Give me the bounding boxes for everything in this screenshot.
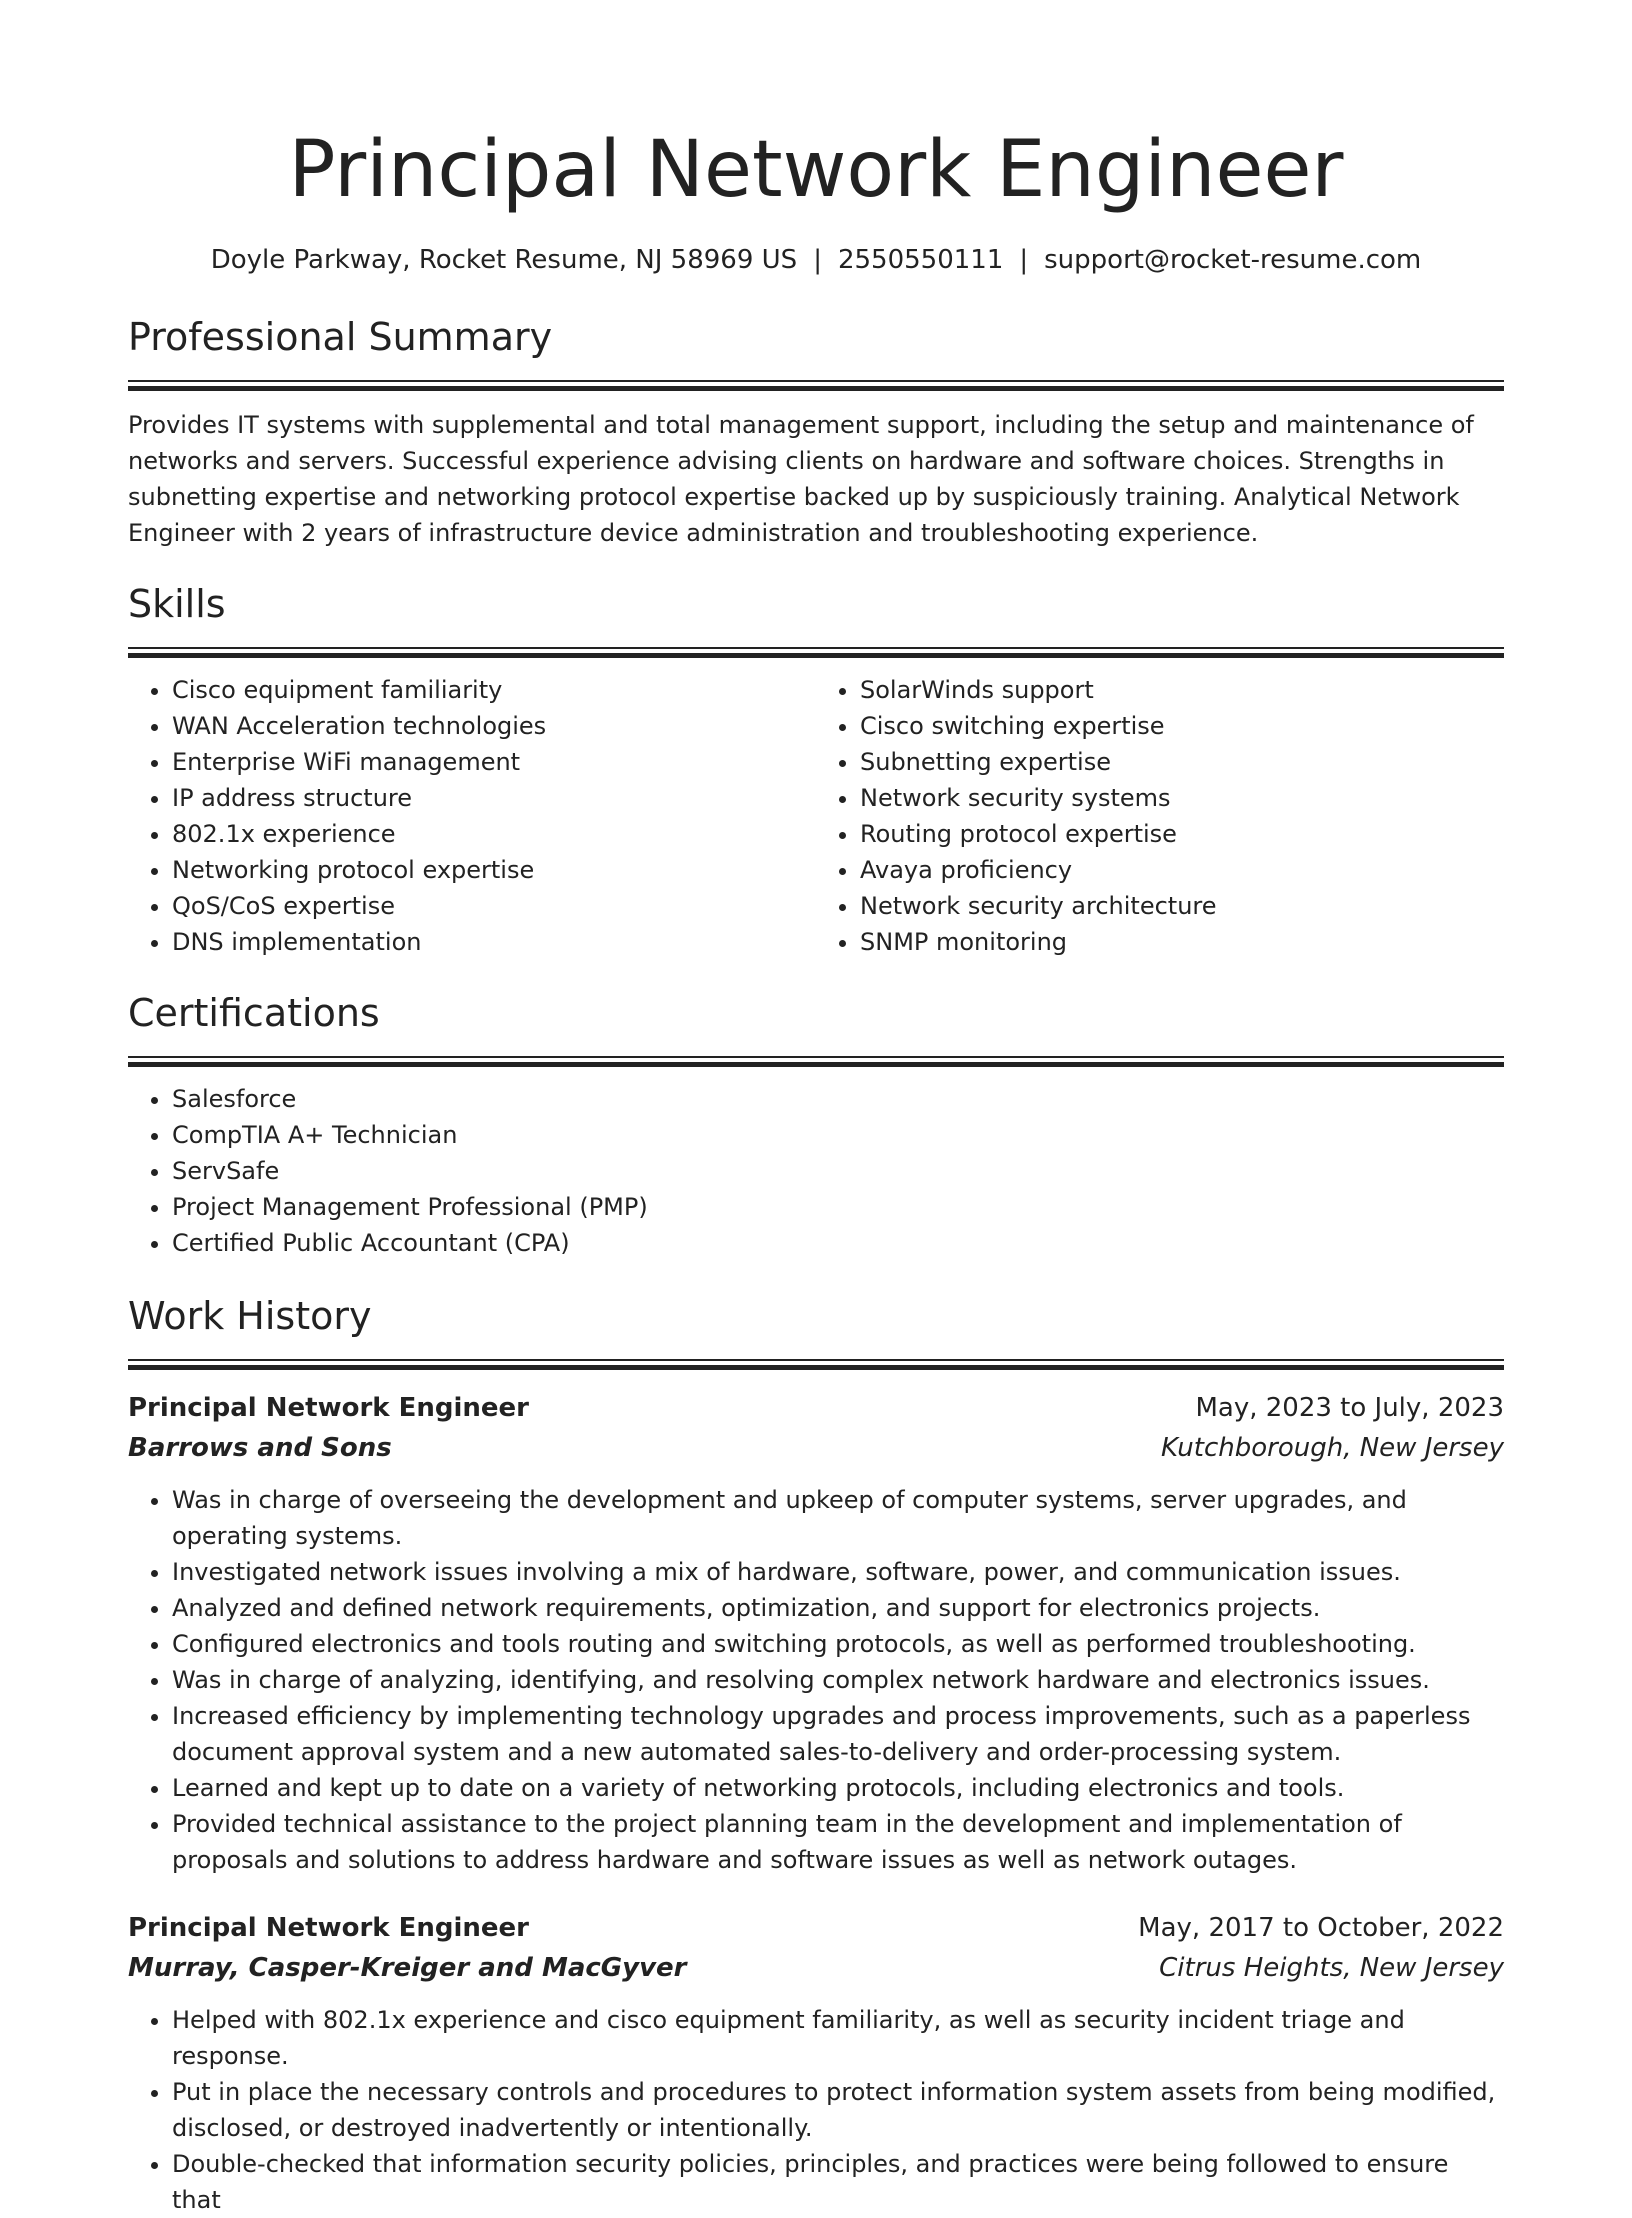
skills-right-list xyxy=(816,672,1504,960)
contact-email: support@rocket-resume.com xyxy=(1044,245,1422,275)
job-duty: • Learned and kept up to date on a variety of networking protocols, including electronics and tools. xyxy=(172,1770,1504,1806)
job-duty: • Was in charge of overseeing the development and upkeep of computer systems, server upgrades, and operating systems. xyxy=(172,1482,1504,1554)
job-duty: • Put in place the necessary controls and procedures to protect information system assets from being modified, disclosed, or destroyed inadvertently or intentionally. xyxy=(172,2074,1504,2146)
skill-item: • Networking protocol expertise xyxy=(172,852,816,888)
section-divider xyxy=(128,647,1504,658)
work-history-heading: Work History xyxy=(128,1294,372,1338)
job-company: Barrows and Sons xyxy=(128,1433,392,1463)
job-duty: • Configured electronics and tools routing and switching protocols, as well as performed troubleshooting. xyxy=(172,1626,1504,1662)
job-title: Principal Network Engineer xyxy=(128,1913,530,1943)
section-divider xyxy=(128,1359,1504,1370)
summary-heading: Professional Summary xyxy=(128,315,553,359)
job-entry xyxy=(128,1908,1504,2218)
skill-item: • Avaya proficiency xyxy=(860,852,1504,888)
skills-left-list xyxy=(128,672,816,960)
job-employer-row xyxy=(128,1948,1504,1988)
skill-item: • DNS implementation xyxy=(172,924,816,960)
skill-item: • Routing protocol expertise xyxy=(860,816,1504,852)
skill-item: • 802.1x experience xyxy=(172,816,816,852)
skills-section xyxy=(128,579,1504,960)
resume-title: Principal Network Engineer xyxy=(288,125,1344,215)
contact-phone: 2550550111 xyxy=(837,245,1004,275)
job-entry xyxy=(128,1388,1504,1878)
skill-item: • SolarWinds support xyxy=(860,672,1504,708)
certification-item: • Salesforce xyxy=(172,1081,1504,1117)
skill-item: • Cisco switching expertise xyxy=(860,708,1504,744)
certification-item: • CompTIA A+ Technician xyxy=(172,1117,1504,1153)
job-dates: May, 2017 to October, 2022 xyxy=(1138,1913,1504,1943)
job-title: Principal Network Engineer xyxy=(128,1393,530,1423)
job-header-row xyxy=(128,1908,1504,1948)
skill-item: • Network security architecture xyxy=(860,888,1504,924)
section-divider xyxy=(128,380,1504,391)
job-dates: May, 2023 to July, 2023 xyxy=(1195,1393,1504,1423)
contact-separator: | xyxy=(1019,245,1029,275)
job-duties-list xyxy=(128,1482,1504,1878)
job-duty: • Was in charge of analyzing, identifying, and resolving complex network hardware and electronics issues. xyxy=(172,1662,1504,1698)
contact-separator: | xyxy=(813,245,822,275)
job-duties-list xyxy=(128,2002,1504,2218)
certification-item: • Project Management Professional (PMP) xyxy=(172,1189,1504,1225)
skill-item: • SNMP monitoring xyxy=(860,924,1504,960)
job-duty: • Double-checked that information security policies, principles, and practices were being followed to ensure that xyxy=(172,2146,1504,2218)
skill-item: • WAN Acceleration technologies xyxy=(172,708,816,744)
skill-item: • Subnetting expertise xyxy=(860,744,1504,780)
summary-section xyxy=(128,312,1504,551)
job-duty: • Analyzed and defined network requirements, optimization, and support for electronics projects. xyxy=(172,1590,1504,1626)
certifications-heading: Certifications xyxy=(128,991,380,1035)
skills-grid xyxy=(128,672,1504,960)
certifications-section xyxy=(128,988,1504,1261)
job-location: Kutchborough, New Jersey xyxy=(1160,1433,1504,1463)
certification-item: • ServSafe xyxy=(172,1153,1504,1189)
job-location: Citrus Heights, New Jersey xyxy=(1159,1953,1504,1983)
skill-item: • Cisco equipment familiarity xyxy=(172,672,816,708)
work-history-section xyxy=(128,1291,1504,2218)
job-header-row xyxy=(128,1388,1504,1428)
skill-item: • Enterprise WiFi management xyxy=(172,744,816,780)
job-duty: • Helped with 802.1x experience and cisco equipment familiarity, as well as security incident triage and response. xyxy=(172,2002,1504,2074)
job-company: Murray, Casper-Kreiger and MacGyver xyxy=(128,1953,687,1983)
contact-address: Doyle Parkway, Rocket Resume, NJ 58969 US xyxy=(210,245,798,275)
job-duty: • Investigated network issues involving a mix of hardware, software, power, and communication issues. xyxy=(172,1554,1504,1590)
certifications-list xyxy=(128,1081,1504,1261)
skill-item: • QoS/CoS expertise xyxy=(172,888,816,924)
certification-item: • Certified Public Accountant (CPA) xyxy=(172,1225,1504,1261)
job-duty: • Increased efficiency by implementing technology upgrades and process improvements, such as a paperless document approval system and a new automated sales-to-delivery and order-processing system. xyxy=(172,1698,1504,1770)
summary-text: Provides IT systems with supplemental and total management support, including the setup and maintenance of networks and servers. Successful experience advising clients on hardware and software choices. Strengths in subnetting expertise and networking protocol expertise backed up by suspiciously training. Analytical Network Engineer with 2 years of infrastructure device administration and troubleshooting experience. xyxy=(128,411,1474,547)
skill-item: • IP address structure xyxy=(172,780,816,816)
skills-heading: Skills xyxy=(128,582,226,626)
skill-item: • Network security systems xyxy=(860,780,1504,816)
contact-line xyxy=(128,242,1504,278)
job-duty: • Provided technical assistance to the project planning team in the development and implementation of proposals and solutions to address hardware and software issues as well as network outages. xyxy=(172,1806,1504,1878)
job-employer-row xyxy=(128,1428,1504,1468)
section-divider xyxy=(128,1056,1504,1067)
